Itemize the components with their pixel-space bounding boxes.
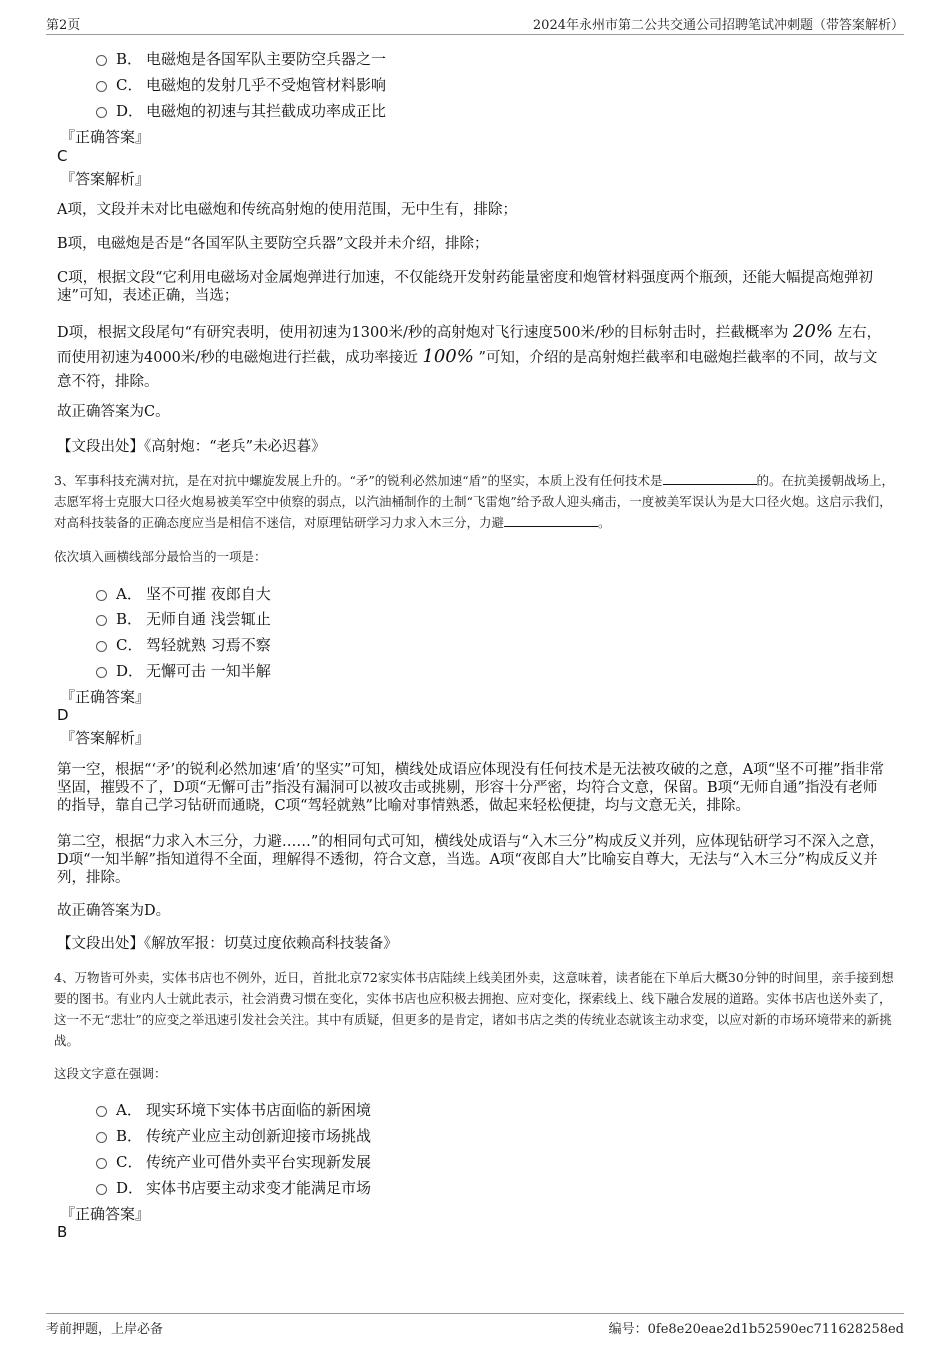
q4-prompt: 这段文字意在强调： (54, 1066, 167, 1081)
q2-analysis-b: B项，电磁炮是否是“各国军队主要防空兵器”文段并未介绍，排除； (57, 236, 489, 252)
document-title: 2024年永州市第二公共交通公司招聘笔试冲刺题（带答案解析） (532, 18, 904, 33)
q2-source: 【文段出处】《高射炮：“老兵”未必迟暮》 (57, 439, 326, 455)
q4-correct-label: 『正确答案』 (60, 1205, 151, 1223)
page-number: 第2页 (46, 18, 81, 33)
radio-icon[interactable] (96, 1184, 107, 1195)
q3-option-d[interactable]: D． 无懈可击 一知半解 (96, 660, 271, 681)
q3-analysis-2: 第二空，根据“力求入木三分，力避……”的相同句式可知，横线处成语与“入木三分”构成反义并列，应体现钻研学习不深入之意，D项“一知半解”指知道得不全面，理解得不透彻，符合文意，当选。A项“夜郎自大”比喻妄自尊大，无法与“入木三分”构成反义并列，排除。 (57, 834, 885, 886)
radio-icon[interactable] (96, 81, 107, 92)
q4-answer: B (57, 1223, 68, 1241)
q3-option-b[interactable]: B． 无师自通 浅尝辄止 (96, 608, 271, 629)
radio-icon[interactable] (96, 1158, 107, 1169)
q3-question-text: 3、军事科技充满对抗，是在对抗中螺旋发展上升的。“矛”的锐利必然加速“盾”的坚实，本质上没有任何技术是 的。在抗美援朝战场上，志愿军将士克服大口径火炮易被美军空中侦察的弱点，以汽油桶制作的土制“飞雷炮”给予敌人迎头痛击，一度被美军误认为是大口径火炮。这启示我们，对高科技装备的正确态度应当是相信不迷信，对原理钻研学习力求入木三分，力避 。 (54, 473, 895, 530)
q3-option-a[interactable]: A． 坚不可摧 夜郎自大 (96, 583, 271, 604)
q2-analysis-d: D项，根据文段尾句“有研究表明，使用初速为1300米/秒的高射炮对飞行速度500米/秒的目标射击时，拦截概率为 20% 左右，而使用初速为4000米/秒的电磁炮进行拦截，成功率接近 100% ”可知，介绍的是高射炮拦截率和电磁炮拦截率的不同，故与文意不符，排除。 (57, 321, 882, 390)
q2-conclusion: 故正确答案为C。 (57, 404, 170, 420)
q2-analysis-a: A项，文段并未对比电磁炮和传统高射炮的使用范围，无中生有，排除； (57, 202, 517, 218)
radio-icon[interactable] (96, 590, 107, 601)
q2-correct-label: 『正确答案』 (60, 128, 151, 146)
document-id: 编号：0fe8e20eae2d1b52590ec711628258ed (608, 1322, 904, 1337)
q2-analysis-c: C项，根据文段“它利用电磁场对金属炮弹进行加速，不仅能绕开发射药能量密度和炮管材料强度两个瓶颈，还能大幅提高炮弹初速”可知，表述正确，当选； (57, 270, 874, 304)
q4-option-d[interactable]: D． 实体书店要主动求变才能满足市场 (96, 1177, 371, 1198)
q4-option-c[interactable]: C． 传统产业可借外卖平台实现新发展 (96, 1151, 371, 1172)
q2-analysis-label: 『答案解析』 (60, 170, 151, 188)
q4-option-a[interactable]: A． 现实环境下实体书店面临的新困境 (96, 1099, 371, 1120)
blank-2 (504, 514, 598, 527)
page-footer (46, 1313, 904, 1338)
footer-slogan: 考前押题，上岸必备 (46, 1322, 164, 1337)
q3-source: 【文段出处】《解放军报：切莫过度依赖高科技装备》 (57, 936, 398, 952)
math-100-percent: 100% (422, 346, 474, 367)
radio-icon[interactable] (96, 667, 107, 678)
q3-answer: D (57, 706, 69, 724)
radio-icon[interactable] (96, 615, 107, 626)
page-header (46, 14, 904, 35)
q3-option-c[interactable]: C． 驾轻就熟 习焉不察 (96, 634, 271, 655)
radio-icon[interactable] (96, 1132, 107, 1143)
blank-1 (663, 472, 757, 485)
q4-option-b[interactable]: B． 传统产业应主动创新迎接市场挑战 (96, 1125, 371, 1146)
radio-icon[interactable] (96, 55, 107, 66)
q2-option-d[interactable]: D． 电磁炮的初速与其拦截成功率成正比 (96, 100, 386, 121)
radio-icon[interactable] (96, 641, 107, 652)
q3-prompt: 依次填入画横线部分最恰当的一项是： (54, 549, 267, 564)
radio-icon[interactable] (96, 1106, 107, 1117)
q2-option-c[interactable]: C． 电磁炮的发射几乎不受炮管材料影响 (96, 74, 386, 95)
q2-answer: C (57, 147, 68, 165)
radio-icon[interactable] (96, 107, 107, 118)
q3-conclusion: 故正确答案为D。 (57, 903, 171, 919)
q2-option-b[interactable]: B． 电磁炮是各国军队主要防空兵器之一 (96, 48, 386, 69)
q4-question-text: 4、万物皆可外卖，实体书店也不例外，近日，首批北京72家实体书店陆续上线美团外卖，这意味着，读者能在下单后大概30分钟的时间里，亲手接到想要的图书。有业内人士就此表示，社会消费习惯在变化，实体书店也应积极去拥抱、应对变化，探索线上、线下融合发展的道路。实体书店也送外卖了，这一不无“悲壮”的应变之举迅速引发社会关注。其中有质疑，但更多的是肯定，诸如书店之类的传统业态就该主动求变，以应对新的市场环境带来的新挑战。 (54, 970, 894, 1048)
math-20-percent: 20% (793, 321, 834, 342)
q3-analysis-label: 『答案解析』 (60, 729, 151, 747)
q3-correct-label: 『正确答案』 (60, 688, 151, 706)
q3-analysis-1: 第一空，根据“‘矛’的锐利必然加速‘盾’的坚实”可知，横线处成语应体现没有任何技术是无法被攻破的之意，A项“坚不可摧”指非常坚固，摧毁不了，D项“无懈可击”指没有漏洞可以被攻击或挑剔，形容十分严密，均符合文意，保留。B项“无师自通”指没有老师的指导，靠自己学习钻研而通晓，C项“驾轻就熟”比喻对事情熟悉，做起来轻松便捷，均与文意无关，排除。 (57, 762, 885, 814)
